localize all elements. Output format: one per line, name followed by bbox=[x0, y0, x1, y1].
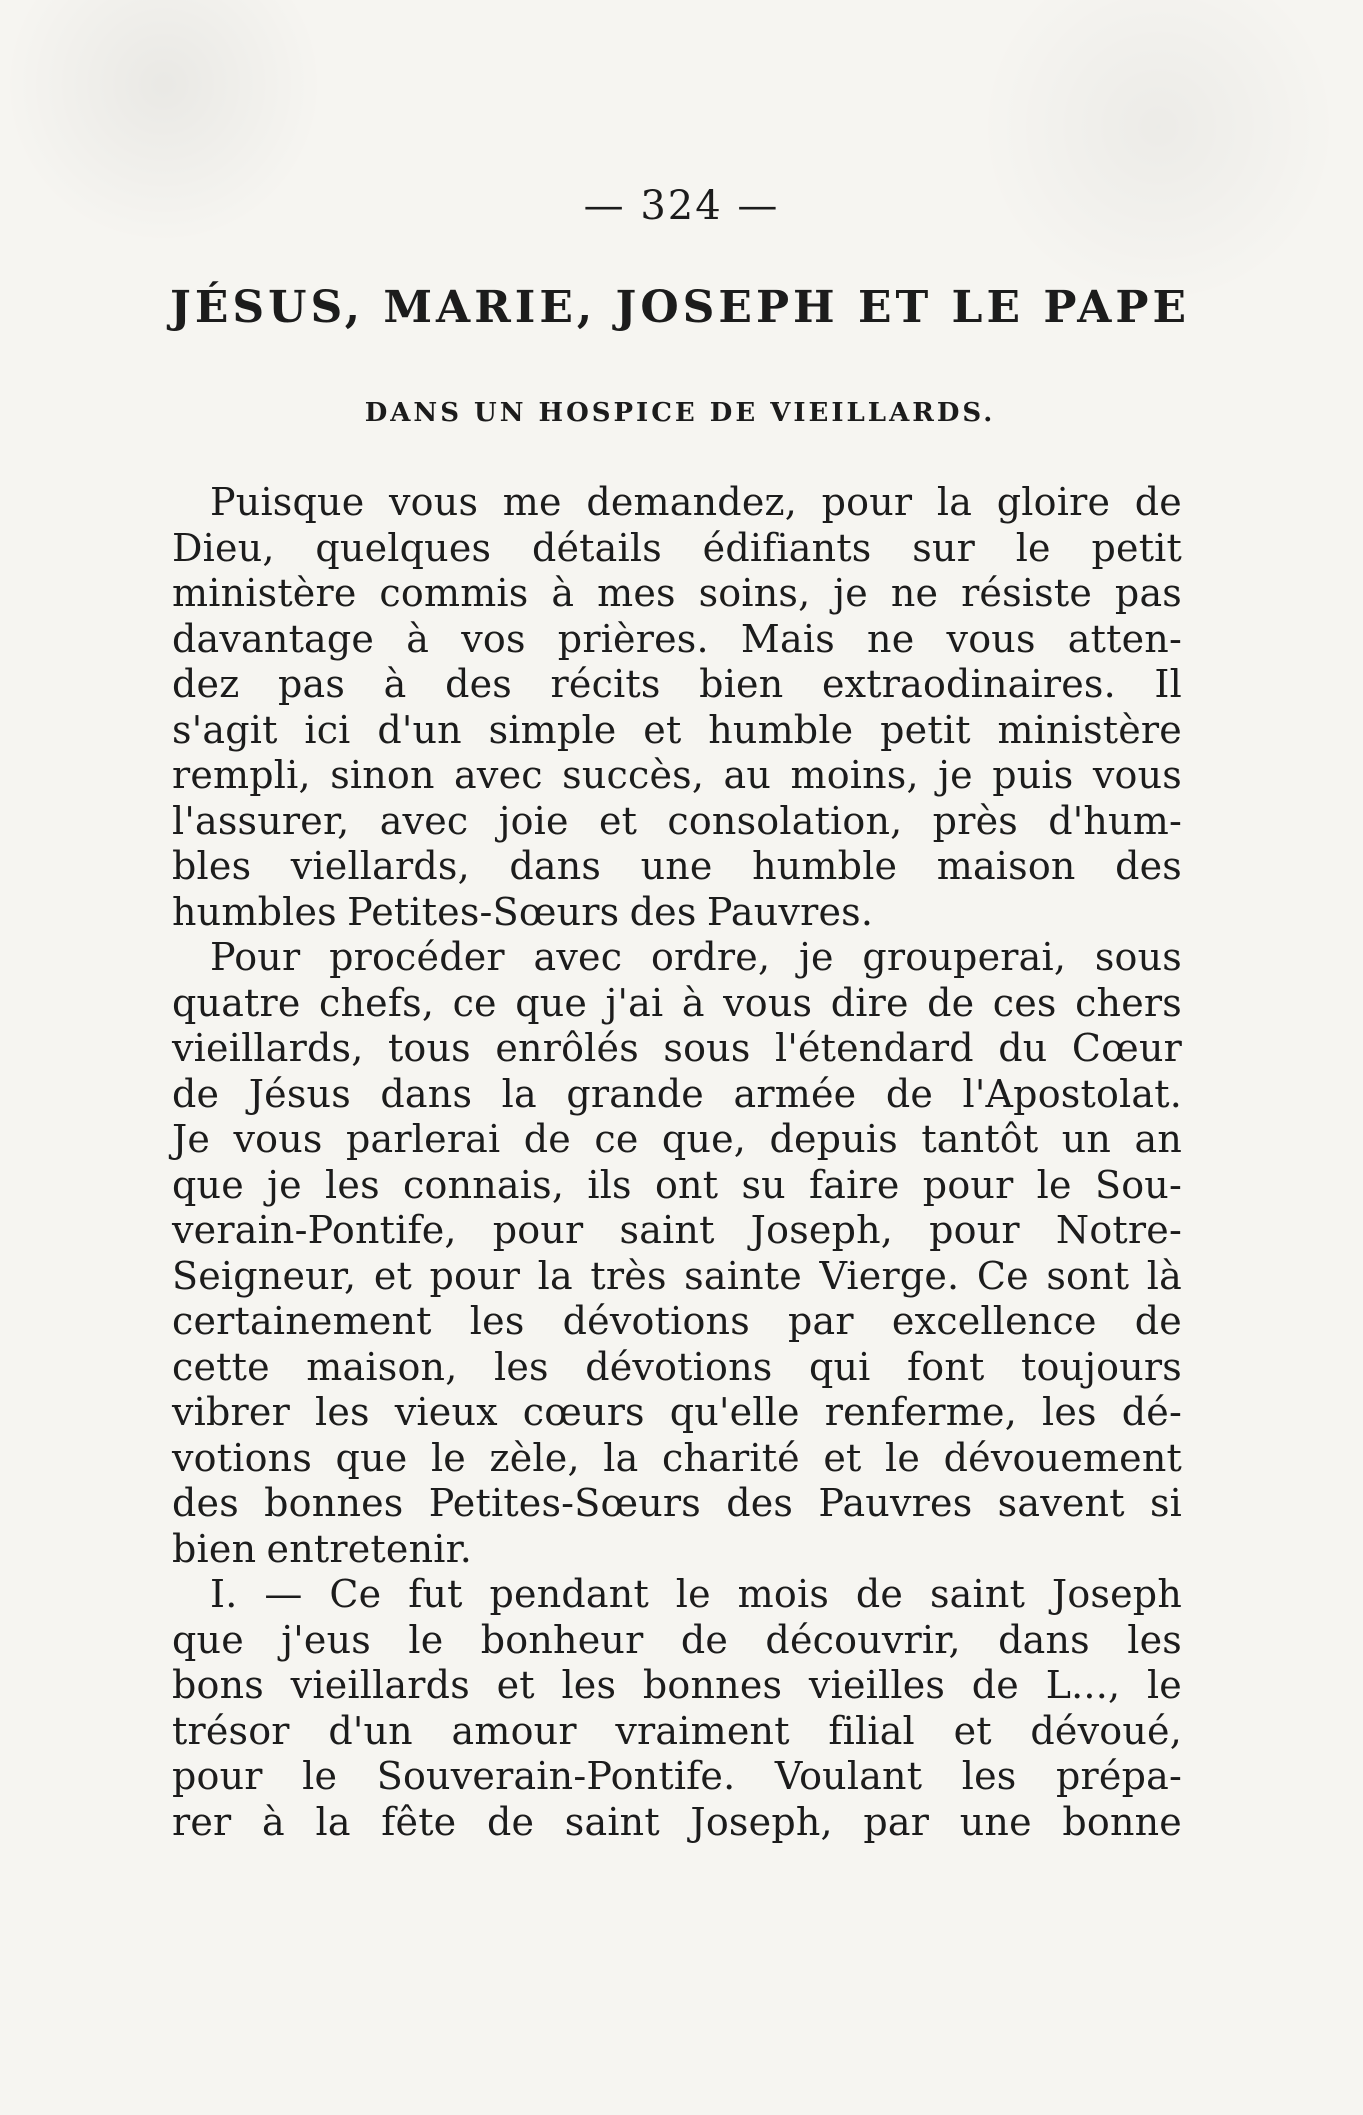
text-line: humbles Petites-Sœurs des Pauvres. bbox=[172, 889, 874, 934]
text-line: trésor d'un amour vraiment filial et dévoué, bbox=[172, 1708, 1182, 1753]
text-line: s'agit ici d'un simple et humble petit ministère bbox=[172, 707, 1182, 752]
text-line: cette maison, les dévotions qui font toujours bbox=[172, 1344, 1182, 1389]
chapter-subtitle: DANS UN HOSPICE DE VIEILLARDS. bbox=[364, 398, 996, 428]
text-line: davantage à vos prières. Mais ne vous atten- bbox=[172, 616, 1182, 661]
text-line: bles viellards, dans une humble maison des bbox=[172, 844, 1182, 888]
text-line: de Jésus dans la grande armée de l'Apostolat. bbox=[172, 1071, 1182, 1116]
text-line: que je les connais, ils ont su faire pour le Sou- bbox=[172, 1162, 1182, 1207]
text-line: pour le Souverain-Pontife. Voulant les prépa- bbox=[172, 1754, 1182, 1798]
text-line: verain-Pontife, pour saint Joseph, pour Notre- bbox=[172, 1208, 1182, 1252]
text-line: Je vous parlerai de ce que, depuis tantôt un an bbox=[172, 1117, 1182, 1161]
text-line: dez pas à des récits bien extraodinaires. Il bbox=[172, 662, 1182, 706]
body-text bbox=[172, 480, 1182, 1845]
text-line: rempli, sinon avec succès, au moins, je puis vous bbox=[172, 753, 1182, 797]
text-line: quatre chefs, ce que j'ai à vous dire de ces chers bbox=[172, 980, 1182, 1025]
text-line: I. — Ce fut pendant le mois de saint Joseph bbox=[210, 1572, 1182, 1616]
text-line: que j'eus le bonheur de découvrir, dans les bbox=[172, 1617, 1182, 1662]
chapter-title: JÉSUS, MARIE, JOSEPH ET LE PAPE bbox=[170, 282, 1190, 333]
text-line: Puisque vous me demandez, pour la gloire de bbox=[210, 480, 1182, 524]
text-line: bien entretenir. bbox=[172, 1526, 473, 1571]
text-line: Dieu, quelques détails édifiants sur le petit bbox=[172, 525, 1182, 570]
text-line: rer à la fête de saint Joseph, par une bonne bbox=[172, 1799, 1182, 1844]
page-number: — 324 — bbox=[583, 183, 780, 229]
text-line: ministère commis à mes soins, je ne résiste pas bbox=[172, 571, 1182, 615]
text-line: votions que le zèle, la charité et le dévouement bbox=[172, 1435, 1182, 1480]
text-line: bons vieillards et les bonnes vieilles de L..., le bbox=[172, 1663, 1182, 1707]
text-line: l'assurer, avec joie et consolation, près d'hum- bbox=[172, 798, 1182, 843]
text-line: vieillards, tous enrôlés sous l'étendard du Cœur bbox=[172, 1026, 1182, 1070]
text-line: certainement les dévotions par excellence de bbox=[172, 1299, 1182, 1343]
text-line: Seigneur, et pour la très sainte Vierge. Ce sont là bbox=[172, 1253, 1182, 1298]
text-line: Pour procéder avec ordre, je grouperai, sous bbox=[210, 935, 1182, 979]
text-line: des bonnes Petites-Sœurs des Pauvres savent si bbox=[172, 1481, 1182, 1525]
text-line: vibrer les vieux cœurs qu'elle renferme, les dé- bbox=[172, 1390, 1182, 1434]
